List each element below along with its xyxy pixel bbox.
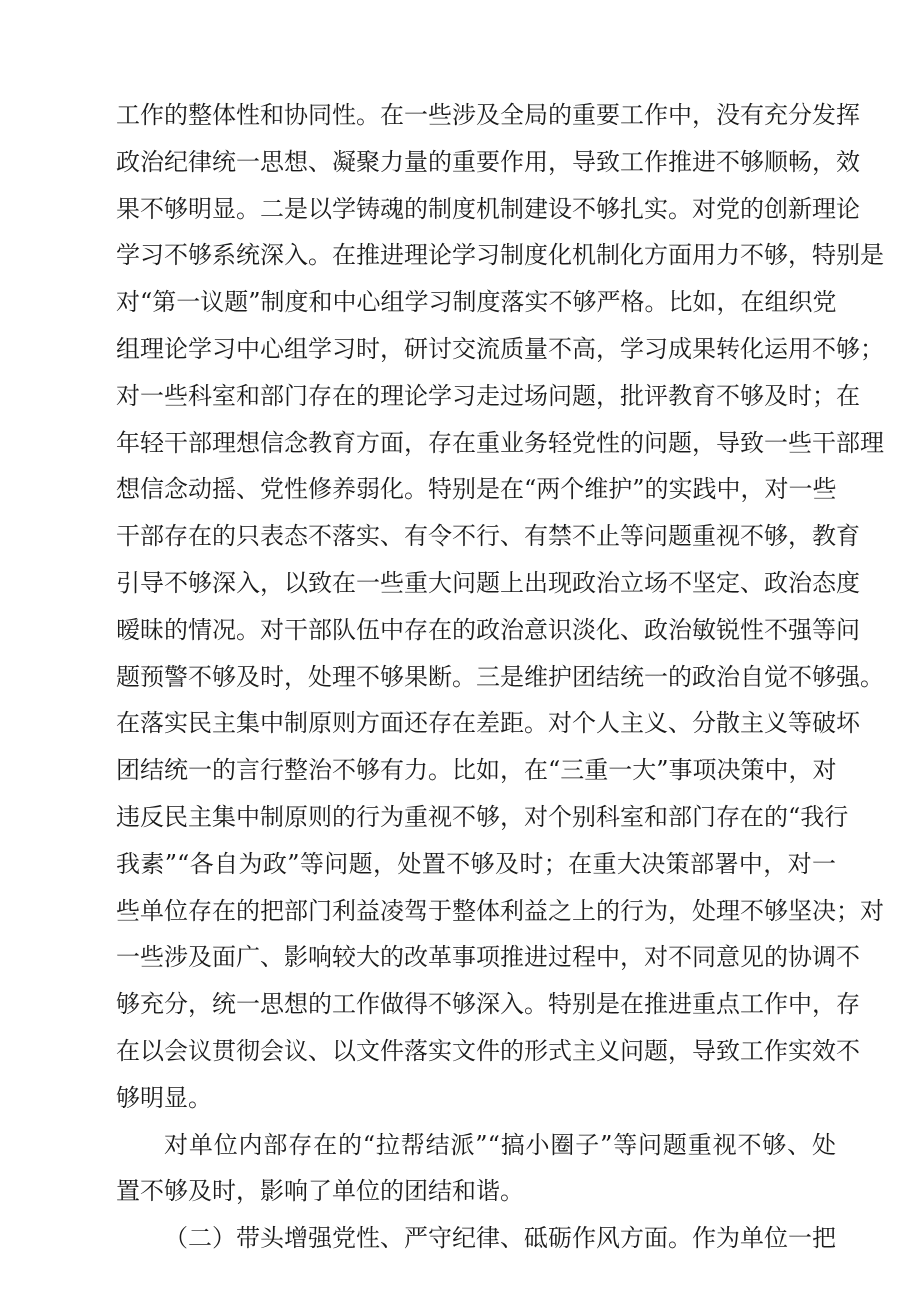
- text-line: 够充分，统一思想的工作做得不够深入。特别是在推进重点工作中，存: [116, 990, 860, 1019]
- text-line: 对一些科室和部门存在的理论学习走过场问题，批评教育不够及时；在: [116, 381, 860, 410]
- text-line: （二）带头增强党性、严守纪律、砥砺作风方面。作为单位一把: [164, 1224, 836, 1253]
- text-line: 够明显。: [116, 1083, 212, 1112]
- paragraph-2: [116, 1122, 836, 1216]
- text-line: 一些涉及面广、影响较大的改革事项推进过程中，对不同意见的协调不: [116, 943, 860, 972]
- text-line: 题预警不够及时，处理不够果断。三是维护团结统一的政治自觉不够强。: [116, 662, 884, 691]
- text-line: 想信念动摇、党性修养弱化。特别是在“两个维护”的实践中，对一些: [116, 475, 837, 504]
- section-heading-2: [116, 1215, 836, 1262]
- text-line: 学习不够系统深入。在推进理论学习制度化机制化方面用力不够，特别是: [116, 241, 884, 270]
- text-line: 工作的整体性和协同性。在一些涉及全局的重要工作中，没有充分发挥: [116, 101, 860, 129]
- text-line: 团结统一的言行整治不够有力。比如，在“三重一大”事项决策中，对: [116, 756, 837, 785]
- text-line: 违反民主集中制原则的行为重视不够，对个别科室和部门存在的“我行: [116, 802, 849, 831]
- text-line: 对单位内部存在的“拉帮结派”“搞小圈子”等问题重视不够、处: [164, 1130, 836, 1159]
- text-line: 在以会议贯彻会议、以文件落实文件的形式主义问题，导致工作实效不: [116, 1036, 860, 1065]
- text-line: 果不够明显。二是以学铸魂的制度机制建设不够扎实。对党的创新理论: [116, 194, 860, 223]
- text-line: 暧昧的情况。对干部队伍中存在的政治意识淡化、政治敏锐性不强等问: [116, 615, 860, 644]
- text-line: 我素”“各自为政”等问题，处置不够及时；在重大决策部署中，对一: [116, 849, 836, 878]
- text-line: 置不够及时，影响了单位的团结和谐。: [116, 1177, 524, 1206]
- paragraph-1: [116, 92, 884, 1122]
- text-line: 在落实民主集中制原则方面还存在差距。对个人主义、分散主义等破坏: [116, 709, 860, 738]
- text-line: 政治纪律统一思想、凝聚力量的重要作用，导致工作推进不够顺畅，效: [116, 147, 860, 176]
- document-body: [116, 92, 884, 1262]
- text-line: 年轻干部理想信念教育方面，存在重业务轻党性的问题，导致一些干部理: [116, 428, 884, 457]
- text-line: 些单位存在的把部门利益凌驾于整体利益之上的行为，处理不够坚决；对: [116, 896, 884, 925]
- text-line: 引导不够深入，以致在一些重大问题上出现政治立场不坚定、政治态度: [116, 568, 860, 597]
- text-line: 对“第一议题”制度和中心组学习制度落实不够严格。比如，在组织党: [116, 288, 837, 317]
- text-line: 干部存在的只表态不落实、有令不行、有禁不止等问题重视不够，教育: [116, 522, 860, 551]
- text-line: 组理论学习中心组学习时，研讨交流质量不高，学习成果转化运用不够；: [116, 334, 884, 363]
